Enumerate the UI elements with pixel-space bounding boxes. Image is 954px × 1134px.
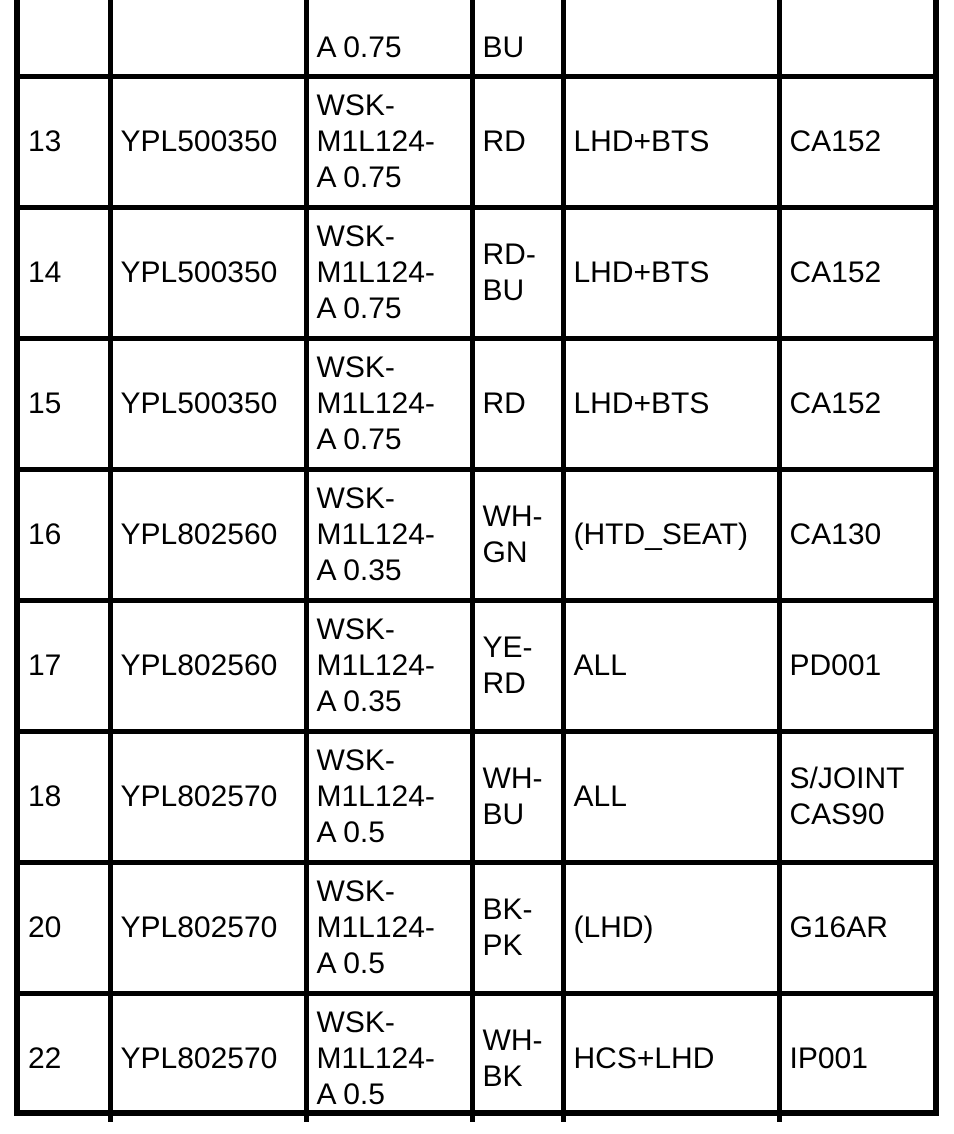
- cell-color: BK- PK: [472, 863, 563, 994]
- cell-connector: CA152: [779, 77, 933, 208]
- cell-gauge: WSK- M1L124- A 0.35: [306, 601, 472, 732]
- cell-color: BU: [472, 0, 563, 77]
- cell-part: YPL802570: [110, 863, 306, 994]
- cell-connector: G16AR: [779, 863, 933, 994]
- cell-gauge: WSK- M1L124- A 0.75: [306, 339, 472, 470]
- cell-part: YPL802570: [110, 732, 306, 863]
- cell-part: [110, 0, 306, 77]
- cell-option: ALL: [563, 601, 779, 732]
- cell-no: 20: [20, 863, 110, 994]
- cell-no: 15: [20, 339, 110, 470]
- cell-option: (HTD_SEAT): [563, 470, 779, 601]
- cell-part: YPL500350: [110, 77, 306, 208]
- cell-connector: PD001: [779, 601, 933, 732]
- cell-part: YPL802570: [110, 994, 306, 1123]
- cell-color: RD: [472, 339, 563, 470]
- cell-connector: CA130: [779, 470, 933, 601]
- cell-gauge: WSK- M1L124- A 0.5: [306, 994, 472, 1123]
- cell-option: (LHD): [563, 863, 779, 994]
- table-row: [20, 339, 933, 470]
- cell-color: RD: [472, 77, 563, 208]
- cell-gauge: WSK- M1L124- A 0.35: [306, 470, 472, 601]
- cell-color: WH- GN: [472, 470, 563, 601]
- cell-option: LHD+BTS: [563, 208, 779, 339]
- cell-connector: S/JOINT CAS90: [779, 732, 933, 863]
- cell-color: WH- BK: [472, 994, 563, 1123]
- cell-no: 22: [20, 994, 110, 1123]
- cell-color: YE- RD: [472, 601, 563, 732]
- table-row: [20, 601, 933, 732]
- cell-no: 13: [20, 77, 110, 208]
- cell-connector: [779, 0, 933, 77]
- cell-part: YPL802560: [110, 470, 306, 601]
- cell-gauge: WSK- M1L124- A 0.5: [306, 732, 472, 863]
- cell-connector: CA152: [779, 208, 933, 339]
- cell-option: HCS+LHD: [563, 994, 779, 1123]
- cell-no: 18: [20, 732, 110, 863]
- wire-table: [20, 0, 933, 1122]
- cell-color: RD- BU: [472, 208, 563, 339]
- cell-option: LHD+BTS: [563, 77, 779, 208]
- table-row: [20, 732, 933, 863]
- table-row: [20, 863, 933, 994]
- table-row: [20, 994, 933, 1123]
- cell-no: [20, 0, 110, 77]
- cell-part: YPL500350: [110, 208, 306, 339]
- cell-part: YPL802560: [110, 601, 306, 732]
- table-row: [20, 77, 933, 208]
- cell-gauge: A 0.75: [306, 0, 472, 77]
- cell-connector: CA152: [779, 339, 933, 470]
- cell-gauge: WSK- M1L124- A 0.75: [306, 208, 472, 339]
- cell-option: ALL: [563, 732, 779, 863]
- table-row-partial: [20, 0, 933, 77]
- cell-option: [563, 0, 779, 77]
- cell-gauge: WSK- M1L124- A 0.75: [306, 77, 472, 208]
- cell-connector: IP001: [789, 1042, 868, 1075]
- table-row: [20, 470, 933, 601]
- cell-no: 17: [20, 601, 110, 732]
- cell-gauge: WSK- M1L124- A 0.5: [306, 863, 472, 994]
- cell-no: 14: [20, 208, 110, 339]
- wire-table-sheet: [14, 0, 939, 1116]
- cell-no: 16: [20, 470, 110, 601]
- table-row: [20, 208, 933, 339]
- cell-color: WH- BU: [472, 732, 563, 863]
- cell-part: YPL500350: [110, 339, 306, 470]
- cell-option: LHD+BTS: [563, 339, 779, 470]
